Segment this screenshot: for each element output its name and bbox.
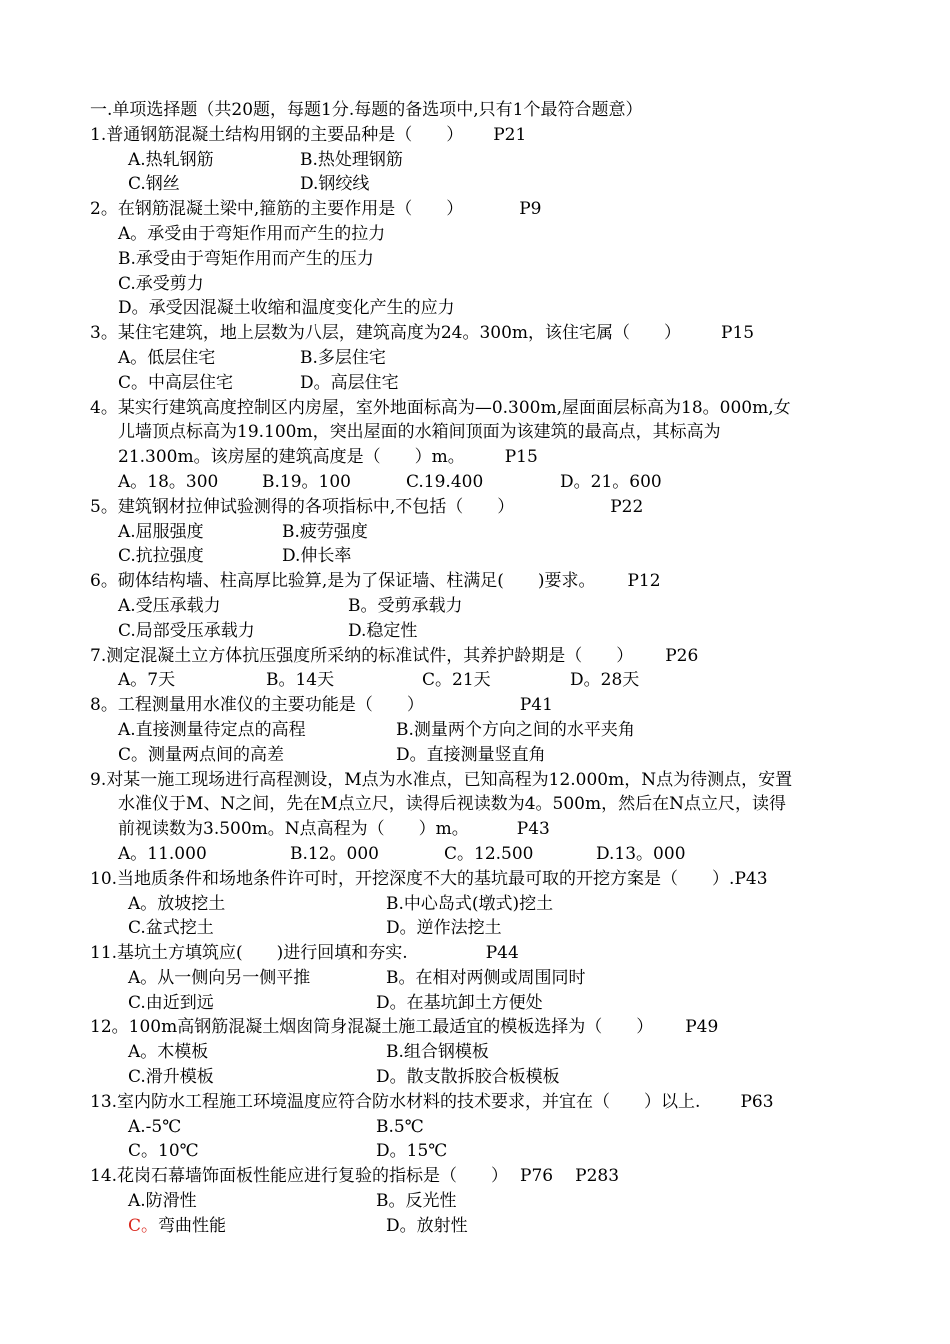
page-ref: P26 [665,645,699,666]
options-row [90,991,870,1016]
question-3 [90,321,870,346]
page-ref: P21 [493,124,527,145]
question-11 [90,941,870,966]
question-stem: 14.花岗石幕墙饰面板性能应进行复验的指标是（ ） [90,1166,509,1187]
option-d: D。直接测量竖直角 [396,744,546,765]
option-c: C.盆式挖土 [128,918,214,939]
question-stem-line-3-row [90,817,870,842]
option-d: D。承受因混凝土收缩和温度变化产生的应力 [118,298,455,319]
exam-document [90,98,870,1239]
option-b: B.组合钢模板 [386,1042,489,1063]
question-stem-line-3-row [90,445,870,470]
option-b: B。受剪承载力 [348,595,463,616]
options-row [90,1065,870,1090]
question-stem: 12。100m高钢筋混凝土烟囱筒身混凝土施工最适宜的模板选择为（ ） [90,1017,654,1038]
options-row [90,520,870,545]
options-row [90,544,870,569]
option-c: C.由近到远 [128,992,214,1013]
option-d: D。15℃ [376,1141,448,1162]
option-b: B.疲劳强度 [282,521,368,542]
option-d: D。21。600 [560,471,662,492]
option-d: D。散支散拆胶合板模板 [376,1067,560,1088]
question-4 [90,396,870,421]
question-7 [90,644,870,669]
question-stem: 2。在钢筋混凝土梁中,箍筋的主要作用是（ ） [90,199,464,220]
option-a: A.直接测量待定点的高程 [118,719,306,740]
option-b: B.热处理钢筋 [300,149,403,170]
option-c: C.抗拉强度 [118,546,204,567]
option-a: A。承受由于弯矩作用而产生的拉力 [118,223,386,244]
page-ref: P41 [519,695,553,716]
page-ref: P15 [504,447,538,468]
page-ref: P9 [519,199,542,220]
option-c: C。10℃ [128,1141,199,1162]
question-stem: 1.普通钢筋混凝土结构用钢的主要品种是（ ） [90,124,464,145]
page-ref: P43 [516,819,550,840]
options-row [90,1040,870,1065]
option-d: D。28天 [570,670,640,691]
options-row [90,594,870,619]
page-ref-2: P283 [575,1166,620,1187]
page-ref: P44 [485,943,519,964]
option-c: C.钢丝 [128,174,180,195]
question-stem: 3。某住宅建筑，地上层数为八层，建筑高度为24。300m，该住宅属（ ） [90,323,682,344]
options-row [90,470,870,495]
option-d: D.13。000 [596,843,686,864]
option-b: B.承受由于弯矩作用而产生的压力 [118,248,374,269]
question-1 [90,123,870,148]
options-row [90,1214,870,1239]
option-d: D。放射性 [386,1215,468,1236]
option-c: C.承受剪力 [118,273,204,294]
option-c-letter: C。 [128,1215,159,1236]
page-ref: P22 [610,496,644,517]
option-d: D。高层住宅 [300,372,399,393]
page-ref: P12 [627,571,661,592]
option-a: A。木模板 [128,1042,209,1063]
option-d: D.稳定性 [348,620,418,641]
option-c: C。测量两点间的高差 [118,744,285,765]
question-9 [90,768,870,793]
options-row [90,371,870,396]
option-b: B。在相对两侧或周围同时 [386,967,586,988]
option-b: B.5℃ [376,1116,424,1137]
option-c: C.局部受压承载力 [118,620,255,641]
section-title: 一.单项选择题（共20题，每题1分.每题的备选项中,只有1个最符合题意） [90,100,643,120]
option-c: C。21天 [422,670,491,691]
options-row [90,916,870,941]
options-row [90,892,870,917]
options-row [90,1139,870,1164]
option-b: B。反光性 [376,1191,457,1212]
option-c: C.滑升模板 [128,1067,214,1088]
question-14 [90,1164,870,1189]
question-stem: 7.测定混凝土立方体抗压强度所采纳的标准试件，其养护龄期是（ ） [90,645,634,666]
option-a: A.防滑性 [128,1191,197,1212]
options-row [90,966,870,991]
options-row [90,743,870,768]
question-stem-line-3: 21.300m。该房屋的建筑高度是（ ）m。 [118,447,465,468]
question-stem-line-2: 儿墙顶点标高为19.100m，突出屋面的水箱间顶面为该建筑的最高点，其标高为 [118,422,721,443]
question-stem-line-3: 前视读数为3.500m。N点高程为（ ）m。 [118,819,469,840]
option-d: D。逆作法挖土 [386,918,502,939]
question-12 [90,1015,870,1040]
option-b: B.测量两个方向之间的水平夹角 [396,719,635,740]
question-6 [90,569,870,594]
options-row [90,718,870,743]
option-d: D.钢绞线 [300,174,370,195]
options-row [90,346,870,371]
question-5 [90,495,870,520]
question-13 [90,1090,870,1115]
option-c-text: 弯曲性能 [158,1215,227,1236]
question-10 [90,867,870,892]
question-2 [90,197,870,222]
option-b: B.12。000 [290,843,379,864]
option-b: B.多层住宅 [300,347,386,368]
page-ref: P49 [685,1017,719,1038]
option-a: A。放坡挖土 [128,893,226,914]
option-c: C。中高层住宅 [118,372,234,393]
question-stem-line-1: 9.对某一施工现场进行高程测设，M点为水准点，已知高程为12.000m，N点为待测点，安置 [90,769,793,790]
question-8 [90,693,870,718]
option-d: D。在基坑卸土方便处 [376,992,543,1013]
question-stem-line-1: 4。某实行建筑高度控制区内房屋，室外地面标高为—0.300m,屋面面层标高为18。000m,女 [90,397,791,418]
option-a: A。从一侧向另一侧平推 [128,967,311,988]
question-stem-line-2: 水准仪于M、N之间，先在M点立尺，读得后视读数为4。500m，然后在N点立尺，读得 [118,794,786,815]
option-c: C。12.500 [444,843,534,864]
options-row [90,148,870,173]
option-a: A。11.000 [118,843,207,864]
option-a: A。18。300 [118,471,219,492]
option-c [128,1214,386,1239]
options-row [90,1189,870,1214]
question-stem: 10.当地质条件和场地条件许可时，开挖深度不大的基坑最可取的开挖方案是（ ）.P43 [90,868,768,889]
option-c: C.19.400 [406,471,484,492]
page-ref: P76 [520,1166,554,1187]
question-stem: 6。砌体结构墙、柱高厚比验算,是为了保证墙、柱满足( )要求。 [90,571,596,592]
option-a: A.受压承载力 [118,595,221,616]
question-stem: 8。工程测量用水准仪的主要功能是（ ） [90,695,424,716]
page-ref: P15 [721,323,755,344]
options-row [90,619,870,644]
page-ref: P63 [740,1091,774,1112]
option-a: A.热轧钢筋 [128,149,214,170]
options-row [90,842,870,867]
options-row [90,172,870,197]
question-stem: 13.室内防水工程施工环境温度应符合防水材料的技术要求，并宜在（ ）以上. [90,1091,701,1112]
question-stem: 5。建筑钢材拉伸试验测得的各项指标中,不包括（ ） [90,496,515,517]
question-stem: 11.基坑土方填筑应( )进行回填和夯实. [90,943,408,964]
option-d: D.伸长率 [282,546,352,567]
option-b: B.19。100 [262,471,351,492]
option-a: A。低层住宅 [118,347,216,368]
option-b: B.中心岛式(墩式)挖土 [386,893,554,914]
option-a: A。7天 [118,670,176,691]
option-b: B。14天 [266,670,335,691]
option-a: A.-5℃ [128,1116,182,1137]
options-row [90,668,870,693]
option-a: A.屈服强度 [118,521,204,542]
options-row [90,1115,870,1140]
